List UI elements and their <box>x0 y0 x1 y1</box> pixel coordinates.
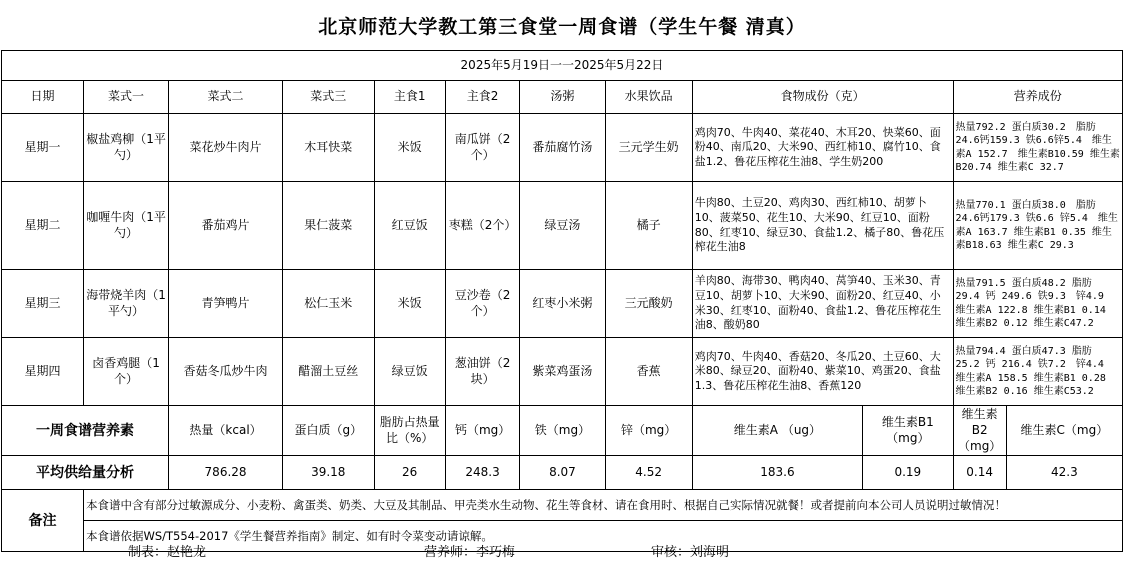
nutrition-cell: 热量770.1 蛋白质38.0 脂肪 24.6钙179.3 铁6.6 锌5.4 维生素A 163.7 维生素B1 0.35 维生素B18.63 维生素C 29.3 <box>953 182 1122 270</box>
header-cell: 菜式三 <box>283 81 375 114</box>
soup-cell: 红枣小米粥 <box>520 270 605 338</box>
weekly-label: 一周食谱营养素 <box>2 406 169 456</box>
nutrient-value: 4.52 <box>605 456 692 490</box>
header-cell: 水果饮品 <box>605 81 692 114</box>
nutrient-name: 维生素A （ug） <box>692 406 862 456</box>
day-cell: 星期三 <box>2 270 84 338</box>
ingredients-cell: 牛肉80、土豆20、鸡肉30、西红柿10、胡萝卜10、菠菜50、花生10、大米90、红豆10、面粉80、红枣10、绿豆30、食盐1.2、橘子80、鲁花压榨花生油8 <box>692 182 953 270</box>
nutrient-name: 锌（mg） <box>605 406 692 456</box>
nutrient-value: 786.28 <box>169 456 283 490</box>
table-row <box>2 338 1123 406</box>
soup-cell: 绿豆汤 <box>520 182 605 270</box>
footer <box>0 538 1124 562</box>
header-cell: 菜式二 <box>169 81 283 114</box>
nutrient-name: 热量（kcal） <box>169 406 283 456</box>
dish2-cell: 菜花炒牛肉片 <box>169 114 283 182</box>
page-title: 北京师范大学教工第三食堂一周食谱（学生午餐 清真） <box>318 15 806 38</box>
table-row <box>2 270 1123 338</box>
dish1-cell: 咖喱牛肉（1平勺） <box>83 182 168 270</box>
allergy-note: 本食谱中含有部分过敏源成分、小麦粉、禽蛋类、奶类、大豆及其制品、甲壳类水生动物、花生等食材、请在食用时、根据自己实际情况就餐！或者提前向本公司人员说明过敏情况！ <box>83 490 1122 521</box>
dish2-cell: 青笋鸭片 <box>169 270 283 338</box>
dish3-cell: 果仁菠菜 <box>283 182 375 270</box>
guideline-note: 本食谱依据WS/T554-2017《学生餐营养指南》制定、如有时令菜变动请谅解。 <box>83 521 1122 552</box>
dish1-cell: 海带烧羊肉（1平勺） <box>83 270 168 338</box>
average-label: 平均供给量分析 <box>2 456 169 490</box>
nutrient-value: 26 <box>374 456 445 490</box>
dish1-cell: 卤香鸡腿（1个） <box>83 338 168 406</box>
nutrient-value: 0.14 <box>953 456 1006 490</box>
staple1-cell: 红豆饭 <box>374 182 445 270</box>
day-cell: 星期一 <box>2 114 84 182</box>
nutrient-value: 8.07 <box>520 456 605 490</box>
nutrient-value: 0.19 <box>863 456 953 490</box>
nutrient-name: 维生素C（mg） <box>1006 406 1122 456</box>
soup-cell: 番茄腐竹汤 <box>520 114 605 182</box>
ingredients-cell: 羊肉80、海带30、鸭肉40、莴笋40、玉米30、青豆10、胡萝卜10、大米90、面粉20、红豆40、小米30、红枣10、面粉40、食盐1.2、鲁花压榨花生油8、酸奶80 <box>692 270 953 338</box>
header-cell: 营养成份 <box>953 81 1122 114</box>
nutrition-cell: 热量791.5 蛋白质48.2 脂肪 29.4 钙 249.6 铁9.3 锌4.9 维生素A 122.8 维生素B1 0.14 维生素B2 0.12 维生素C47.2 <box>953 270 1122 338</box>
nutrient-value: 39.18 <box>283 456 375 490</box>
dish3-cell: 松仁玉米 <box>283 270 375 338</box>
staple2-cell: 南瓜饼（2个） <box>445 114 520 182</box>
day-cell: 星期四 <box>2 338 84 406</box>
header-cell: 日期 <box>2 81 84 114</box>
ingredients-cell: 鸡肉70、牛肉40、香菇20、冬瓜20、土豆60、大米80、绿豆20、面粉40、紫菜10、鸡蛋20、食盐1.3、鲁花压榨花生油8、香蕉120 <box>692 338 953 406</box>
table-row <box>2 182 1123 270</box>
fruit-cell: 香蕉 <box>605 338 692 406</box>
header-cell: 食物成份（克） <box>692 81 953 114</box>
staple1-cell: 米饭 <box>374 270 445 338</box>
nutrient-value: 248.3 <box>445 456 520 490</box>
staple2-cell: 葱油饼（2块） <box>445 338 520 406</box>
nutrient-name: 钙（mg） <box>445 406 520 456</box>
nutrient-name: 脂肪占热量比（%） <box>374 406 445 456</box>
nutrient-name: 维生素B1（mg） <box>863 406 953 456</box>
dish2-cell: 番茄鸡片 <box>169 182 283 270</box>
weekly-nutrients-row <box>2 406 1123 456</box>
reviewer-credit: 审核：刘海明 <box>651 545 730 560</box>
dish2-cell: 香菇冬瓜炒牛肉 <box>169 338 283 406</box>
header-cell: 主食1 <box>374 81 445 114</box>
fruit-cell: 橘子 <box>605 182 692 270</box>
notes-label: 备注 <box>2 490 84 552</box>
nutrient-name: 维生素B2（mg） <box>953 406 1006 456</box>
header-cell: 汤粥 <box>520 81 605 114</box>
dish3-cell: 醋溜土豆丝 <box>283 338 375 406</box>
dish1-cell: 椒盐鸡柳（1平勺） <box>83 114 168 182</box>
staple1-cell: 米饭 <box>374 114 445 182</box>
fruit-cell: 三元酸奶 <box>605 270 692 338</box>
table-row <box>2 114 1123 182</box>
notes-row <box>2 490 1123 521</box>
header-cell: 菜式一 <box>83 81 168 114</box>
nutrient-name: 蛋白质（g） <box>283 406 375 456</box>
dish3-cell: 木耳快菜 <box>283 114 375 182</box>
soup-cell: 紫菜鸡蛋汤 <box>520 338 605 406</box>
weekly-values-row <box>2 456 1123 490</box>
header-cell: 主食2 <box>445 81 520 114</box>
maker-credit: 制表：赵艳龙 <box>128 545 207 560</box>
fruit-cell: 三元学生奶 <box>605 114 692 182</box>
nutrition-cell: 热量792.2 蛋白质30.2 脂肪 24.6钙159.3 铁6.6锌5.4 维生素A 152.7 维生素B10.59 维生素B20.74 维生素C 32.7 <box>953 114 1122 182</box>
ingredients-cell: 鸡肉70、牛肉40、菜花40、木耳20、快菜60、面粉40、南瓜20、大米90、西红柿10、腐竹10、食盐1.2、鲁花压榨花生油8、学生奶200 <box>692 114 953 182</box>
staple2-cell: 枣糕（2个） <box>445 182 520 270</box>
nutrient-name: 铁（mg） <box>520 406 605 456</box>
nutrition-cell: 热量794.4 蛋白质47.3 脂肪 25.2 钙 216.4 铁7.2 锌4.4 维生素A 158.5 维生素B1 0.28 维生素B2 0.16 维生素C53.2 <box>953 338 1122 406</box>
nutrient-value: 183.6 <box>692 456 862 490</box>
staple2-cell: 豆沙卷（2个） <box>445 270 520 338</box>
dietitian-credit: 营养师：李巧梅 <box>424 545 516 560</box>
staple1-cell: 绿豆饭 <box>374 338 445 406</box>
header-row <box>2 81 1123 114</box>
nutrient-value: 42.3 <box>1006 456 1122 490</box>
date-range: 2025年5月19日一一2025年5月22日 <box>2 51 1123 81</box>
day-cell: 星期二 <box>2 182 84 270</box>
menu-table <box>1 50 1123 552</box>
